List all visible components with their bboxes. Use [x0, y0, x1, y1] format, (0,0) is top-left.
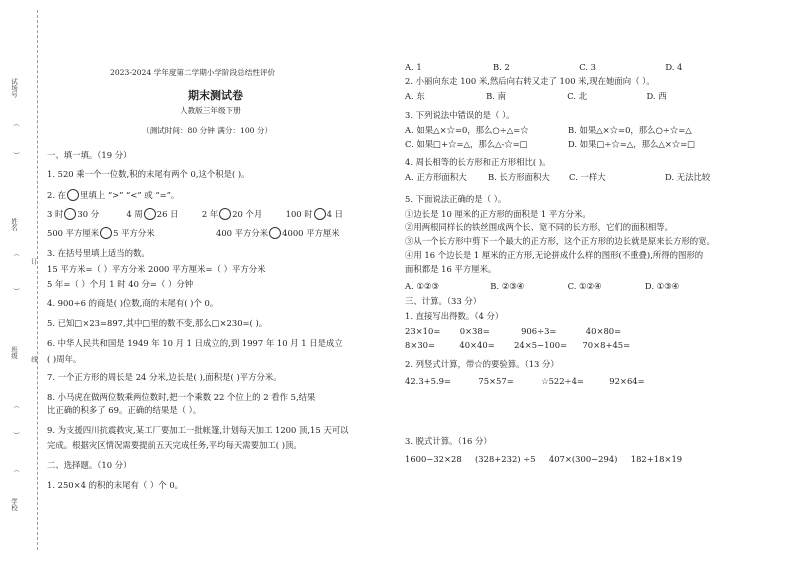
- calc-1-row-2: [405, 340, 630, 351]
- question-3a: 15 平方米=（ ）平方分米 2000 平方厘米=（ ）平方分米: [47, 264, 266, 274]
- page-title: 期末测试卷: [188, 89, 243, 102]
- compare-circle-icon: [67, 189, 79, 201]
- bind-mark: （: [12, 250, 20, 257]
- question-1: 1. 520 乘一个一位数,积的末尾有两个 0,这个积是( )。: [47, 169, 250, 179]
- question-6b: ( )周年。: [47, 354, 82, 364]
- option: A. 东: [405, 91, 425, 101]
- question-2-suffix: 里填上 “>” “<” 或 “=”。: [80, 190, 180, 200]
- name-label: 姓名: [10, 218, 18, 231]
- calc-item: 40×80=: [585, 326, 622, 336]
- calc-item: 23×10=: [405, 326, 441, 336]
- calc-item: 42.3+5.9=: [405, 376, 452, 386]
- question-6a: 6. 中华人民共和国是 1949 年 10 月 1 日成立的,到 1997 年 10 月 1 日是成立: [47, 338, 343, 348]
- option: A. 1: [405, 62, 422, 72]
- calc-item: 75×57=: [478, 376, 514, 386]
- calc-item: 8×30=: [405, 340, 436, 350]
- bind-mark: （: [12, 466, 20, 473]
- option: A. ①②③: [405, 281, 439, 291]
- calc-item: 182+18×19: [630, 454, 683, 464]
- calc-item: 0×38=: [459, 326, 490, 336]
- exam-room-label: 试场号: [10, 78, 18, 98]
- school-year: 2023-2024 学年度第二学期小学阶段总结性评价: [110, 68, 276, 77]
- cmp-item: 5 平方分米: [113, 228, 155, 238]
- cmp-item: 20 个月: [232, 209, 263, 219]
- bind-mark: ）: [12, 288, 20, 295]
- compare-circle-icon[interactable]: [269, 227, 281, 239]
- question-3b: 5 年=（ ）个月 1 时 40 分=（ ）分钟: [47, 279, 194, 289]
- cmp-item: 4 日: [326, 209, 344, 219]
- choice-3-b: B. 如果△×☆=0，那么○÷☆=△: [568, 125, 692, 135]
- option: D. ①③④: [644, 281, 680, 291]
- section-fill: 一、填一填。（19 分）: [47, 150, 132, 160]
- choice-5-stmt-1: ①边长是 10 厘米的正方形的面积是 1 平方分米。: [405, 209, 591, 219]
- choice-2-options: [405, 91, 667, 102]
- compare-circle-icon[interactable]: [219, 208, 231, 220]
- cmp-item: 30 分: [77, 209, 100, 219]
- calc-item: 906÷3=: [521, 326, 557, 336]
- calc-item: 70×8+45=: [582, 340, 631, 350]
- calc-3: 3. 脱式计算。（16 分）: [405, 436, 492, 446]
- bind-mark: （: [12, 402, 20, 409]
- question-4: 4. 900÷6 的商是( )位数,商的末尾有( )个 0。: [47, 298, 219, 308]
- option: D. 无法比较: [664, 172, 711, 182]
- choice-4: 4. 周长相等的长方形和正方形相比( )。: [405, 157, 551, 167]
- option: D. 西: [646, 91, 667, 101]
- cmp-item: 100 时: [285, 209, 313, 219]
- cmp-item: 4 周: [126, 209, 143, 219]
- choice-2: 2. 小丽向东走 100 米,然后向右转又走了 100 米,现在她面向（ ）。: [405, 76, 655, 86]
- choice-3: 3. 下列说法中错误的是（ ）。: [405, 110, 515, 120]
- calc-item: ☆522÷4=: [541, 376, 584, 386]
- choice-5: 5. 下面说法正确的是（ ）。: [405, 194, 507, 204]
- option: C. ①②④: [567, 281, 602, 291]
- class-label: 班级: [10, 346, 18, 359]
- choice-5-options: [405, 281, 679, 292]
- compare-circle-icon[interactable]: [314, 208, 326, 220]
- compare-circle-icon[interactable]: [100, 227, 112, 239]
- choice-1-options: [405, 62, 682, 73]
- bind-word-ding: 订: [30, 258, 38, 265]
- option: C. 3: [579, 62, 596, 72]
- calc-item: 24×5−100=: [514, 340, 568, 350]
- choice-4-options: [405, 172, 710, 183]
- calc-1-row-1: [405, 326, 621, 337]
- compare-circle-icon[interactable]: [144, 208, 156, 220]
- compare-row-2: [47, 227, 340, 239]
- calc-item: (328+232) ÷5: [475, 454, 536, 464]
- bind-word-xian: 线: [30, 356, 38, 363]
- option: B. 长方形面积大: [487, 172, 550, 182]
- bind-mark: （: [12, 120, 20, 127]
- option: C. 一样大: [569, 172, 606, 182]
- question-2-prefix: 2. 在: [47, 190, 67, 200]
- choice-1: 1. 250×4 的积的末尾有（ ）个 0。: [47, 480, 184, 490]
- cmp-item: 3 时: [47, 209, 64, 219]
- choice-5-stmt-2: ②用两根同样长的铁丝围成两个长、宽不同的长方形，它们的面积相等。: [405, 222, 673, 232]
- question-3: 3. 在括号里填上适当的数。: [47, 248, 150, 258]
- cmp-item: 2 年: [201, 209, 219, 219]
- compare-row-1: [47, 208, 343, 220]
- choice-3-c: C. 如果□+☆=△，那么△-☆=□: [405, 139, 528, 149]
- calc-1: 1. 直接写出得数。（4 分）: [405, 311, 504, 321]
- choice-3-d: D. 如果□÷☆=△，那么△×☆=□: [568, 139, 696, 149]
- compare-circle-icon[interactable]: [64, 208, 76, 220]
- question-9a: 9. 为支援四川抗震救灾,某工厂要加工一批帐篷,计划每天加工 1200 顶,15 天可以: [47, 425, 349, 435]
- cmp-item: 500 平方厘米: [47, 228, 100, 238]
- choice-5-stmt-3: ③从一个长方形中剪下一个最大的正方形，这个正方形的边长就是原来长方形的宽。: [405, 236, 715, 246]
- calc-item: 92×64=: [609, 376, 645, 386]
- option: A. 正方形面积大: [405, 172, 467, 182]
- test-info: （测试时间：80 分钟 满分：100 分）: [142, 126, 273, 135]
- question-2: [47, 189, 179, 201]
- question-8b: 比正确的积多了 69。正确的结果是（ ）。: [47, 405, 202, 415]
- option: C. 北: [567, 91, 588, 101]
- option: D. 4: [665, 62, 683, 72]
- cmp-item: 400 平方分米: [216, 228, 269, 238]
- bind-mark: ）: [12, 432, 20, 439]
- choice-5-stmt-4a: ④用 16 个边长是 1 厘米的正方形,无论拼成什么样的图形(不重叠),所得的图形的: [405, 250, 704, 260]
- calc-2-row: [405, 376, 645, 387]
- choice-3-a: A. 如果△×☆=0，那么○÷△=☆: [405, 125, 529, 135]
- question-5: 5. 已知□×23=897,其中□里的数不变,那么□×230=( )。: [47, 318, 268, 328]
- question-8a: 8. 小马虎在做两位数乘两位数时,把一个乘数 22 个位上的 2 看作 5,结果: [47, 392, 316, 402]
- section-choice: 二、选择题。（10 分）: [47, 460, 132, 470]
- cmp-item: 4000 平方厘米: [282, 228, 340, 238]
- choice-5-stmt-4b: 面积都是 16 平方厘米。: [405, 264, 497, 274]
- bind-mark: ）: [12, 152, 20, 159]
- calc-3-row: [405, 454, 682, 465]
- calc-item: 1600−32×28: [405, 454, 462, 464]
- option: B. 2: [493, 62, 510, 72]
- binding-sidebar: [0, 0, 40, 562]
- cut-line: [37, 10, 38, 550]
- cmp-item: 26 日: [156, 209, 179, 219]
- question-7: 7. 一个正方形的周长是 24 分米,边长是( ),面积是( )平方分米。: [47, 372, 282, 382]
- question-9b: 完成。根据灾区情况需要提前五天完成任务,平均每天需要加工( )顶。: [47, 440, 302, 450]
- option: B. ②③④: [490, 281, 525, 291]
- edition: 人教版三年级下册: [180, 106, 241, 115]
- calc-item: 40×40=: [459, 340, 495, 350]
- option: B. 南: [486, 91, 506, 101]
- calc-item: 407×(300−294): [548, 454, 618, 464]
- section-calc: 三、计算。（33 分）: [405, 296, 482, 306]
- calc-2: 2. 列竖式计算，带☆的要验算。（13 分）: [405, 359, 559, 369]
- school-label: 学校: [10, 498, 18, 511]
